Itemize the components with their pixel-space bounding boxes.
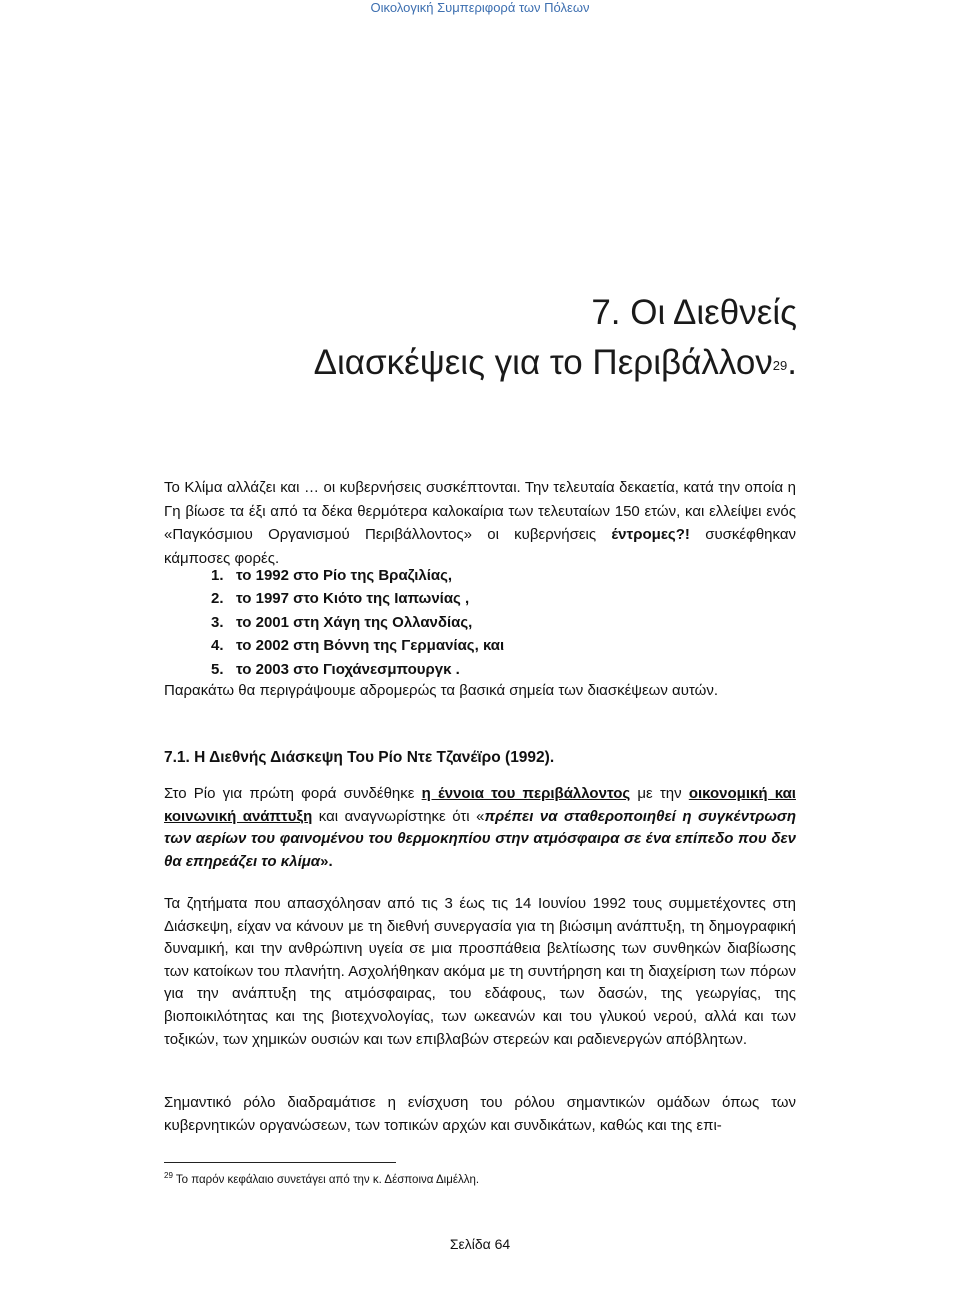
list-number: 1. <box>211 567 224 584</box>
roles-paragraph: Σημαντικό ρόλο διαδραμάτισε η ενίσχυση του ρόλου σημαντικών ομάδων όπως των κυβερνητικών οργανώσεων, των τοπικών αρχών και συνδικάτων, καθώς και της επι- <box>164 1094 796 1134</box>
rio-quote: πρέπει να σταθεροποιηθεί η συγκέντρωση των αερίων του φαινομένου του θερμοκηπίου στην ατμόσφαιρα σε ένα επίπεδο που δεν θα επηρεάζει το κλίμα <box>164 807 796 870</box>
list-number: 5. <box>211 660 224 678</box>
chapter-title-period: . <box>787 343 797 382</box>
intro-paragraph <box>164 476 796 570</box>
list-item <box>211 658 504 681</box>
list-item-text: το 2001 στη Χάγη της Ολλανδίας, <box>236 613 473 631</box>
summary-sentence: Παρακάτω θα περιγράψουμε αδρομερώς τα βασικά σημεία των διασκέψεων αυτών. <box>164 682 718 699</box>
list-item <box>211 587 504 610</box>
rio-text-2: με την <box>630 785 689 802</box>
footnote-reference[interactable]: 29 <box>772 358 788 373</box>
running-header: Οικολογική Συμπεριφορά των Πόλεων <box>370 0 590 15</box>
intro-text: Το Κλίμα αλλάζει και … οι κυβερνήσεις συσκέπτονται. Την τελευταία δεκαετία, κατά την οποία η Γη βίωσε τα έξι από τα δέκα θερμότερα καλοκαίρια των τελευταίων 150 ετών, και ελλείψει ενός «Παγκόσμιου Οργανισμού Περιβάλλοντος» οι κυβερνήσεις <box>164 479 796 543</box>
footnote <box>164 1168 479 1188</box>
chapter-title <box>314 288 797 391</box>
list-number: 2. <box>211 590 224 608</box>
list-item-text: το 1997 στο Κιότο της Ιαπωνίας , <box>236 590 470 608</box>
chapter-title-line2 <box>314 338 797 391</box>
list-item <box>211 564 504 587</box>
section-heading: 7.1. Η Διεθνής Διάσκεψη Του Ρίο Ντε Τζανέϊρο (1992). <box>164 749 555 766</box>
rio-text-1: Στο Ρίο για πρώτη φορά συνδέθηκε <box>164 785 422 802</box>
footnote-number: 29 <box>164 1171 173 1180</box>
footnote-text: Το παρόν κεφάλαιο συνετάγει από την κ. Δέσποινα Διμέλλη. <box>172 1173 480 1186</box>
list-item-text: το 2002 στη Βόννη της Γερμανίας, και <box>236 637 505 655</box>
list-item-text: το 1992 στο Ρίο της Βραζιλίας, <box>236 567 453 584</box>
page-number: Σελίδα 64 <box>449 1236 511 1252</box>
list-item <box>211 611 504 634</box>
rio-underline-environment: η έννοια του περιβάλλοντος <box>421 785 631 802</box>
list-item <box>211 634 505 657</box>
chapter-title-line1: 7. Οι Διεθνείς <box>591 293 797 332</box>
list-item-text: το 2003 στο Γιοχάνεσμπουργκ . <box>236 660 460 678</box>
intro-bold-word: έντρομες?! <box>611 526 690 543</box>
list-number: 3. <box>211 613 224 631</box>
rio-underline-development: οικονομική και κοινωνική ανάπτυξη <box>164 785 796 825</box>
footnote-divider <box>164 1162 396 1163</box>
list-number: 4. <box>211 637 224 655</box>
intro-text-end: συσκέφθηκαν κάμποσες φορές. <box>164 526 796 567</box>
conference-list <box>211 564 505 681</box>
chapter-title-text: Διασκέψεις για το Περιβάλλον <box>313 343 773 382</box>
topics-paragraph: Τα ζητήματα που απασχόλησαν από τις 3 έως τις 14 Ιουνίου 1992 τους συμμετέχοντες στη Διάσκεψη, είχαν να κάνουν με τη διεθνή συνεργασία για τη βιώσιμη ανάπτυξη, τη δημογραφική δυναμική, και την ανθρώπινη υγεία σε μια προσπάθεια βελτίωσης των συνθηκών διαβίωσης των κατοίκων του πλανήτη. Ασχολήθηκαν ακόμα με τη συντήρηση και τη διαχείριση των πόρων για την ανάπτυξη της ατμόσφαιρας, του εδάφους, των δασών, της γεωργίας, της βιοποικιλότητας και της βιοτεχνολογίας, των ωκεανών και του γλυκού νερού, αλλά και των τοξικών, των χημικών ουσιών και των επιβλαβών στερεών και ραδιενεργών απόβλητων. <box>164 895 796 1048</box>
rio-text-4: ». <box>320 852 333 870</box>
rio-text-3: και αναγνωρίστηκε ότι « <box>312 807 485 825</box>
rio-paragraph <box>164 783 796 873</box>
